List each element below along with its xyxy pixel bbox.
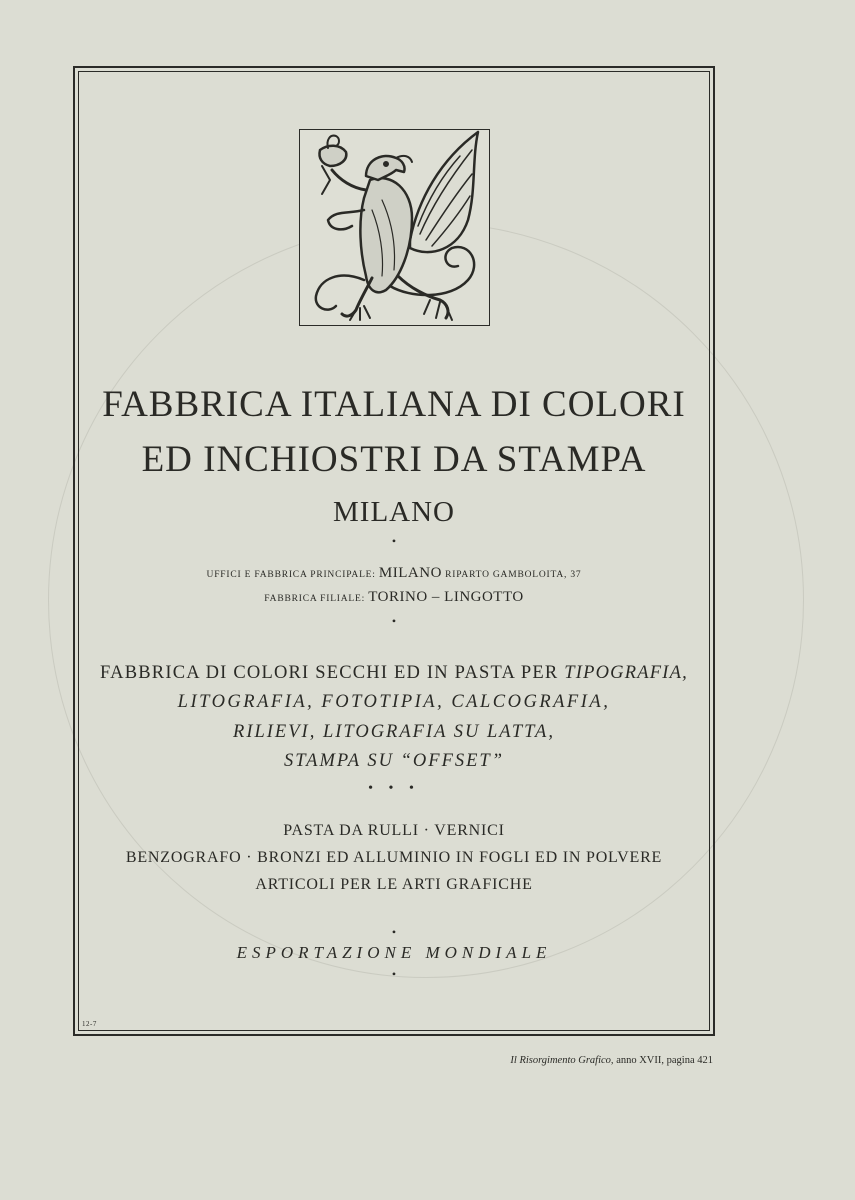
company-name-line2: ED INCHIOSTRI DA STAMPA xyxy=(141,439,647,480)
griffin-logo-icon xyxy=(300,130,488,324)
company-city: MILANO xyxy=(333,496,455,528)
hq-label: UFFICI E FABBRICA PRINCIPALE: xyxy=(206,570,376,580)
products-line1-italic: TIPOGRAFIA, xyxy=(564,663,688,683)
separator-dot: • xyxy=(391,534,397,548)
page-footer xyxy=(430,1055,713,1066)
hq-street: RIPARTO GAMBOLOITA, 37 xyxy=(445,570,582,580)
export-slogan: ESPORTAZIONE MONDIALE xyxy=(236,943,552,962)
footer-details: anno XVII, pagina 421 xyxy=(616,1055,713,1066)
separator-dot: • xyxy=(391,967,397,981)
products-line4: STAMPA SU “OFFSET” xyxy=(284,751,504,771)
ad-code: 12-7 xyxy=(82,1020,97,1028)
products-line1 xyxy=(78,663,710,684)
branch-city: TORINO – LINGOTTO xyxy=(368,589,524,605)
logo-box xyxy=(299,129,490,326)
branch-label: FABBRICA FILIALE: xyxy=(264,594,366,604)
footer-publication: Il Risorgimento Grafico, xyxy=(510,1055,614,1066)
separator-dot: • xyxy=(391,614,397,628)
supplies-line2: BENZOGRAFO · BRONZI ED ALLUMINIO IN FOGLI ED IN POLVERE xyxy=(125,849,663,866)
hq-city: MILANO xyxy=(378,565,442,581)
products-line2: LITOGRAFIA, FOTOTIPIA, CALCOGRAFIA, xyxy=(177,692,611,712)
products-line1-text: FABBRICA DI COLORI SECCHI ED IN PASTA PER xyxy=(100,663,565,683)
separator-dot: • xyxy=(391,925,397,939)
products-line3: RILIEVI, LITOGRAFIA SU LATTA, xyxy=(233,722,555,742)
triple-dot-separator: • • • xyxy=(368,781,420,796)
company-name-line1: FABBRICA ITALIANA DI COLORI xyxy=(102,384,686,425)
supplies-line3: ARTICOLI PER LE ARTI GRAFICHE xyxy=(255,876,533,893)
branch-address xyxy=(78,589,710,606)
headquarters-address xyxy=(78,565,710,582)
supplies-line1: PASTA DA RULLI · VERNICI xyxy=(283,822,505,839)
